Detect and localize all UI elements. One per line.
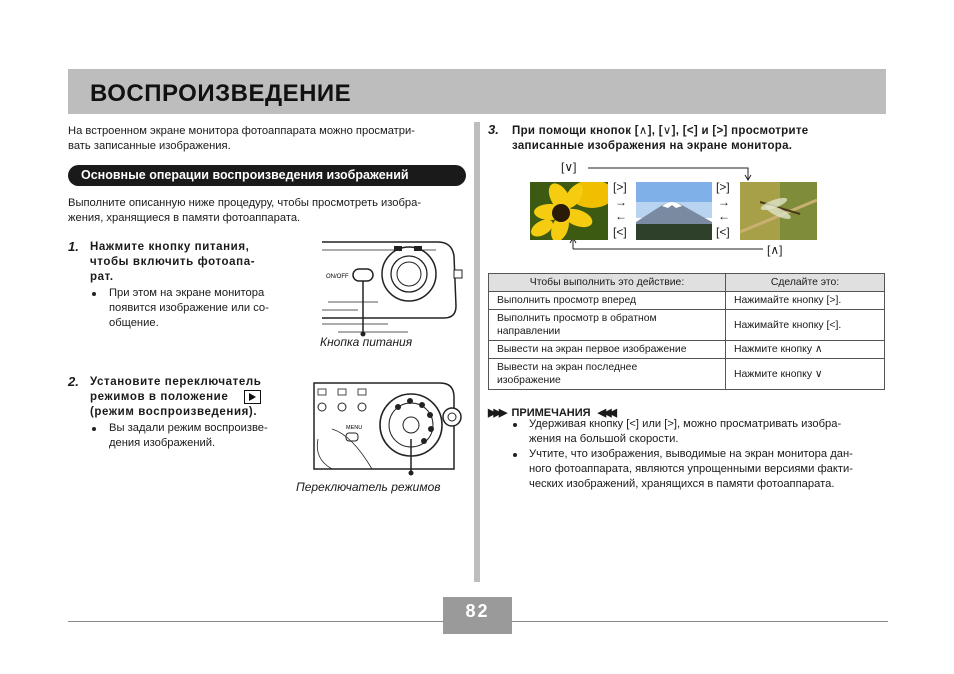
bullet-dot (92, 427, 96, 431)
cell-line: Вывести на экран последнее (497, 362, 638, 373)
left-arrow: ← (718, 209, 730, 223)
step-3-line: ], [ (647, 125, 663, 137)
camera-mode-dial-illustration (312, 379, 464, 477)
right-arrow: → (615, 195, 627, 209)
table-header: Чтобы выполнить это действие: (489, 274, 726, 292)
section-heading (68, 165, 466, 186)
right-button-label: [>] (716, 180, 730, 194)
bullet-dot (513, 423, 517, 427)
bullet-line: появится изображение или со- (109, 302, 269, 314)
intro-line: На встроенном экране монитора фотоаппарата можно просматри- (68, 125, 416, 137)
left-button-label: [<] (716, 225, 730, 239)
step-2-line: Установите переключатель (90, 376, 262, 388)
note-line: жения на большой скорости. (529, 433, 679, 445)
power-button-caption: Кнопка питания (320, 335, 413, 349)
table-row (489, 292, 885, 310)
up-button-label: [∧] (767, 243, 783, 257)
mode-dial-caption: Переключатель режимов (296, 480, 441, 494)
step-1-text (90, 240, 255, 285)
bullet-dot (92, 292, 96, 296)
step-2-number: 2. (68, 374, 79, 389)
step-2-line: режимов в положение (90, 391, 229, 404)
table-header: Сделайте это: (726, 274, 885, 292)
photo-sunflower (530, 182, 608, 240)
operations-table (488, 273, 885, 390)
cell-line: Вывести на экран первое изображение (497, 344, 687, 355)
right-arrow: → (718, 195, 730, 209)
table-cell: Нажимайте кнопку [<]. (726, 310, 885, 341)
notes-left-icon: ▶▶▶ (488, 407, 505, 419)
step-3-number: 3. (488, 122, 499, 137)
step-2-bullet (109, 421, 268, 451)
table-row (489, 310, 885, 341)
intro-line: вать записанные изображения. (68, 140, 231, 152)
bullet-line: Вы задали режим воспроизве- (109, 422, 268, 434)
cell-line: направлении (497, 326, 561, 337)
down-button-label: [∨] (561, 160, 577, 174)
photo-mountain (636, 182, 712, 240)
left-arrow: ← (615, 209, 627, 223)
step-1-line: чтобы включить фотоапа- (90, 256, 256, 268)
step-1-line: Нажмите кнопку питания, (90, 241, 250, 253)
note-item (529, 447, 853, 492)
step-2-text (90, 375, 261, 420)
table-row (489, 341, 885, 359)
bullet-line: общение. (109, 317, 159, 329)
table-cell: Нажимайте кнопку [>]. (726, 292, 885, 310)
down-button-icon: ∨ (662, 125, 672, 137)
table-cell (489, 310, 726, 341)
page-title: ВОСПРОИЗВЕДЕНИЕ (90, 80, 352, 107)
page-number: 82 (465, 601, 490, 621)
intro-paragraph (68, 124, 415, 154)
camera-top-illustration (318, 236, 464, 340)
bullet-line: При этом на экране монитора (109, 287, 265, 299)
table-cell (489, 292, 726, 310)
notes-right-icon: ◀◀◀ (597, 407, 614, 419)
section-intro-line: жения, хранящиеся в памяти фотоаппарата. (68, 212, 301, 224)
menu-label: MENU (346, 425, 363, 431)
step-2-line: (режим воспроизведения). (90, 406, 258, 419)
note-line: ческих изображений, хранящихся в памяти фотоаппарата. (529, 478, 835, 490)
column-divider (474, 122, 480, 582)
notes-title: ПРИМЕЧАНИЯ (511, 407, 591, 419)
section-intro (68, 196, 421, 226)
bullet-dot (513, 453, 517, 457)
section-heading-text: Основные операции воспроизведения изображений (81, 168, 409, 182)
step-1-number: 1. (68, 239, 79, 254)
note-line: ного фотоаппарата, являются упрощенными версиями факти- (529, 463, 853, 475)
up-button-icon: ∧ (638, 125, 648, 137)
note-line: Удерживая кнопку [<] или [>], можно просматривать изобра- (529, 418, 842, 430)
step-3-line: ], [<] и [>] просмотрите (671, 125, 809, 137)
step-3-line: При помощи кнопок [ (512, 125, 639, 137)
play-mode-icon (244, 390, 261, 404)
cell-line: изображение (497, 375, 561, 386)
table-cell (489, 359, 726, 390)
step-1-line: рат. (90, 271, 114, 283)
left-button-label: [<] (613, 225, 627, 239)
right-button-label: [>] (613, 180, 627, 194)
table-cell (489, 341, 726, 359)
cell-line: Выполнить просмотр в обратном (497, 313, 657, 324)
section-intro-line: Выполните описанную ниже процедуру, чтобы просмотреть изобра- (68, 197, 422, 209)
step-1-bullet (109, 286, 269, 331)
table-cell: Нажмите кнопку ∧ (726, 341, 885, 359)
step-3-text (512, 124, 809, 154)
cell-line: Выполнить просмотр вперед (497, 295, 637, 306)
bullet-line: дения изображений. (109, 437, 216, 449)
photo-dragonfly (740, 182, 817, 240)
table-cell: Нажмите кнопку ∨ (726, 359, 885, 390)
onoff-label: ON/OFF (326, 274, 349, 280)
note-item (529, 417, 841, 447)
table-row (489, 359, 885, 390)
note-line: Учтите, что изображения, выводимые на экран монитора дан- (529, 448, 853, 460)
table-header-row (489, 274, 885, 292)
step-3-line: записанные изображения на экране монитора. (512, 140, 793, 152)
